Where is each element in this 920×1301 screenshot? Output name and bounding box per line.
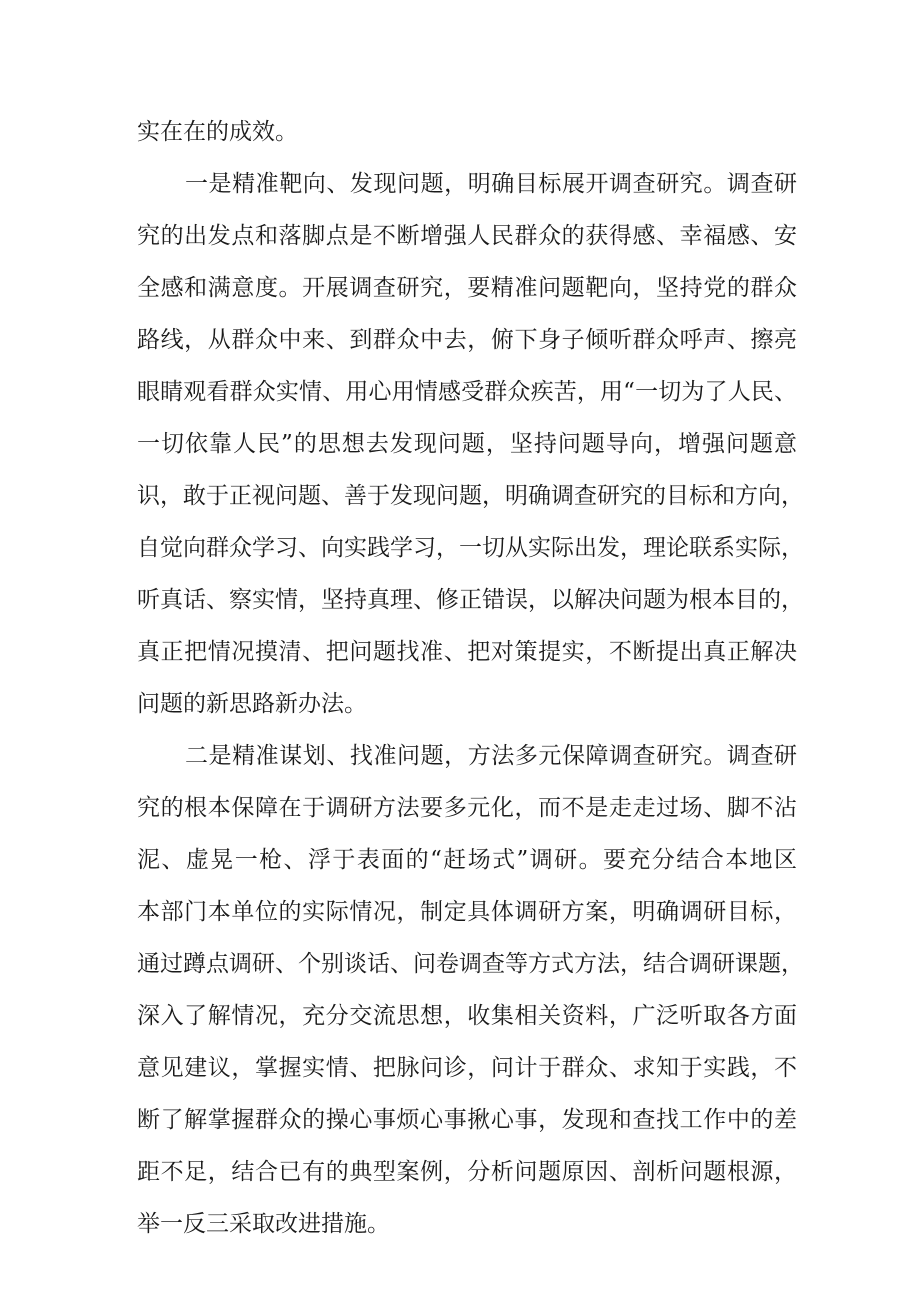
paragraph-heading-line: 二是精准谋划、找准问题，方法多元保障调查研究。调查研	[185, 743, 797, 769]
text-line: 问题的新思路新办法。	[137, 691, 367, 717]
text-line: 眼睛观看群众实情、用心用情感受群众疾苦，用“一切为了人民、	[137, 379, 797, 405]
text-line: 识，敢于正视问题、善于发现问题，明确调查研究的目标和方向，	[137, 483, 804, 509]
text-line: 究的出发点和落脚点是不断增强人民群众的获得感、幸福感、安	[137, 223, 797, 249]
text-line: 自觉向群众学习、向实践学习，一切从实际出发，理论联系实际，	[137, 535, 804, 561]
text-line: 泥、虚晃一枪、浮于表面的“赶场式”调研。要充分结合本地区	[137, 847, 797, 873]
text-line: 一切依靠人民”的思想去发现问题，坚持问题导向，增强问题意	[137, 431, 797, 457]
text-line: 通过蹲点调研、个别谈话、问卷调查等方式方法，结合调研课题，	[137, 951, 804, 977]
text-line: 距不足，结合已有的典型案例，分析问题原因、剖析问题根源，	[137, 1159, 797, 1185]
text-line: 断了解掌握群众的操心事烦心事揪心事，发现和查找工作中的差	[137, 1107, 797, 1133]
text-line: 举一反三采取改进措施。	[137, 1211, 390, 1237]
text-line: 本部门本单位的实际情况，制定具体调研方案，明确调研目标，	[137, 899, 797, 925]
text-line: 听真话、察实情，坚持真理、修正错误，以解决问题为根本目的，	[137, 587, 804, 613]
text-line: 意见建议，掌握实情、把脉问诊，问计于群众、求知于实践，不	[137, 1055, 797, 1081]
text-line: 实在在的成效。	[137, 119, 298, 145]
paragraph-heading-line: 一是精准靶向、发现问题，明确目标展开调查研究。调查研	[185, 171, 797, 197]
text-line: 究的根本保障在于调研方法要多元化，而不是走走过场、脚不沾	[137, 795, 797, 821]
text-line: 深入了解情况，充分交流思想，收集相关资料，广泛听取各方面	[137, 1003, 797, 1029]
text-line: 真正把情况摸清、把问题找准、把对策提实，不断提出真正解决	[137, 639, 797, 665]
text-line: 全感和满意度。开展调查研究，要精准问题靶向，坚持党的群众	[137, 275, 797, 301]
text-line: 路线，从群众中来、到群众中去，俯下身子倾听群众呼声、擦亮	[137, 327, 797, 353]
